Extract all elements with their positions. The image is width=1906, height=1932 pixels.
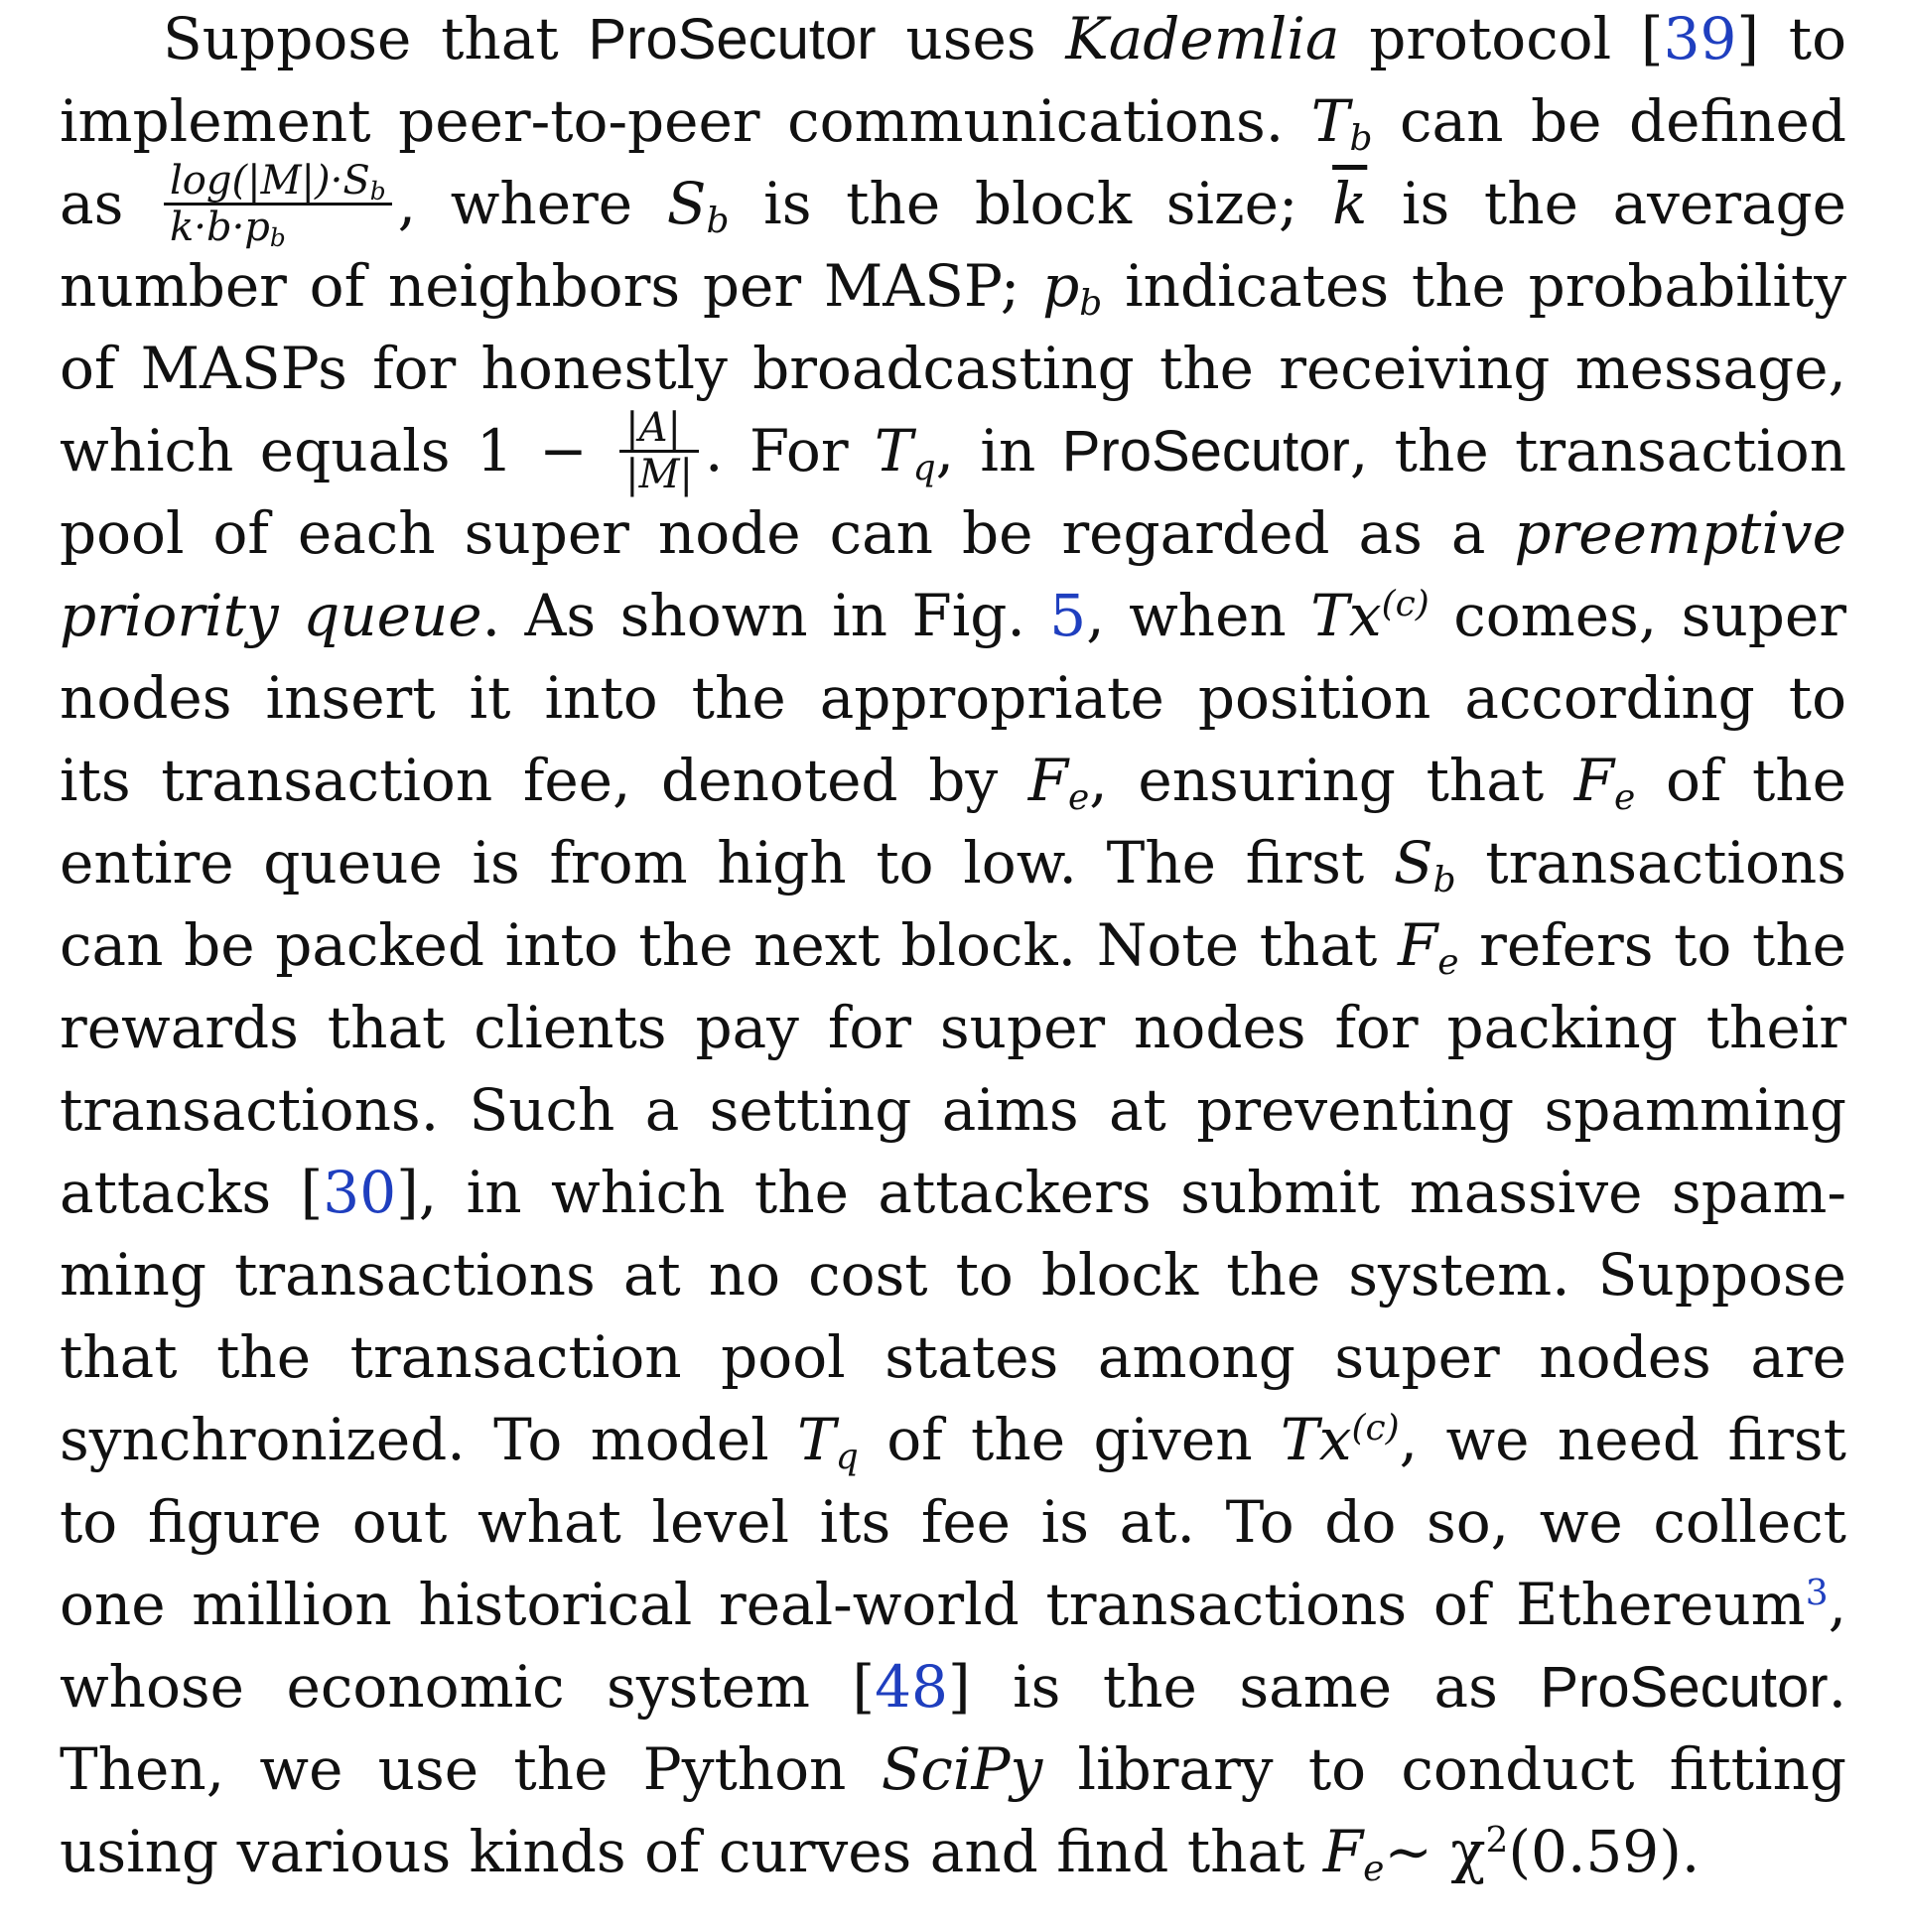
text-line: using various kinds of curves and find that $F_e\sim$ $\chi^2(0.59)$. <box>60 1818 1701 1889</box>
figure-link[interactable]: 5 <box>1049 582 1087 649</box>
text-line: which equals 1 − $\frac{|A|}{|M|}$ . For $T_q$, in ProSecutor, the transaction <box>60 405 1846 498</box>
text-line: one million historical real-world transactions of Ethereum$^3$, <box>60 1571 1846 1638</box>
footnote-link[interactable]: 3 <box>1805 1573 1829 1614</box>
system-name: ProSecutor <box>1540 1655 1829 1720</box>
citation-link[interactable]: 30 <box>323 1159 397 1226</box>
body-paragraph <box>60 0 1846 1893</box>
text-line: synchronized. To model $T_q$ of the given Tx$^{(c)}$, we need first <box>60 1406 1846 1477</box>
text-line: ming transactions at no cost to block the system. Suppose <box>60 1241 1846 1309</box>
text-line: entire queue is from high to low. The first $S_b$ transactions <box>60 829 1846 900</box>
text-line: nodes insert it into the appropriate position according to <box>60 664 1846 732</box>
text-line: that the transaction pool states among super nodes are <box>60 1323 1846 1391</box>
text-line: to figure out what level its fee is at. To do so, we collect <box>60 1488 1846 1556</box>
text-line: can be packed into the next block. Note that $F_e$ refers to the <box>60 911 1846 983</box>
text-line: attacks [30], in which the attackers submit massive spam- <box>60 1159 1846 1226</box>
text-line: of MASPs for honestly broadcasting the receiving message, <box>60 335 1846 402</box>
text-line: Then, we use the Python SciPy library to conduct fitting <box>60 1735 1846 1803</box>
text-line: transactions. Such a setting aims at preventing spamming <box>60 1076 1846 1144</box>
text-line: number of neighbors per MASP; $p_b$ indicates the probability <box>60 252 1846 324</box>
citation-link[interactable]: 39 <box>1663 5 1737 72</box>
text-line: implement peer-to-peer communications. $T_b$ can be defined <box>60 87 1846 159</box>
text-line: pool of each super node can be regarded as a preemptive <box>60 499 1846 567</box>
text-line: rewards that clients pay for super nodes for packing their <box>60 994 1846 1061</box>
system-name: ProSecutor <box>588 7 877 71</box>
text-line: whose economic system [48] is the same as ProSecutor. <box>60 1653 1847 1721</box>
fraction-formula: $\frac{|A|}{|M|}$ <box>619 406 699 496</box>
text-line: its transaction fee, denoted by $F_e$, ensuring that $F_e$ of the <box>60 747 1846 818</box>
text-line: Suppose that ProSecutor uses Kademlia protocol [39] to <box>163 5 1847 72</box>
fraction-formula: $\frac{\log(|M|)\cdot S_b}{k\cdot b\cdot p_b}$ <box>164 159 392 249</box>
system-name: ProSecutor <box>1061 419 1350 483</box>
text-line: priority queue. As shown in Fig. 5, when Tx$^{(c)}$ comes, super <box>60 582 1846 649</box>
text-line: as $\frac{\log(|M|)\cdot S_b}{k\cdot b\cdot p_b}$ , where $S_b$ is the block size; $\overline{k}$ is the average <box>60 158 1847 253</box>
citation-link[interactable]: 48 <box>875 1653 948 1721</box>
